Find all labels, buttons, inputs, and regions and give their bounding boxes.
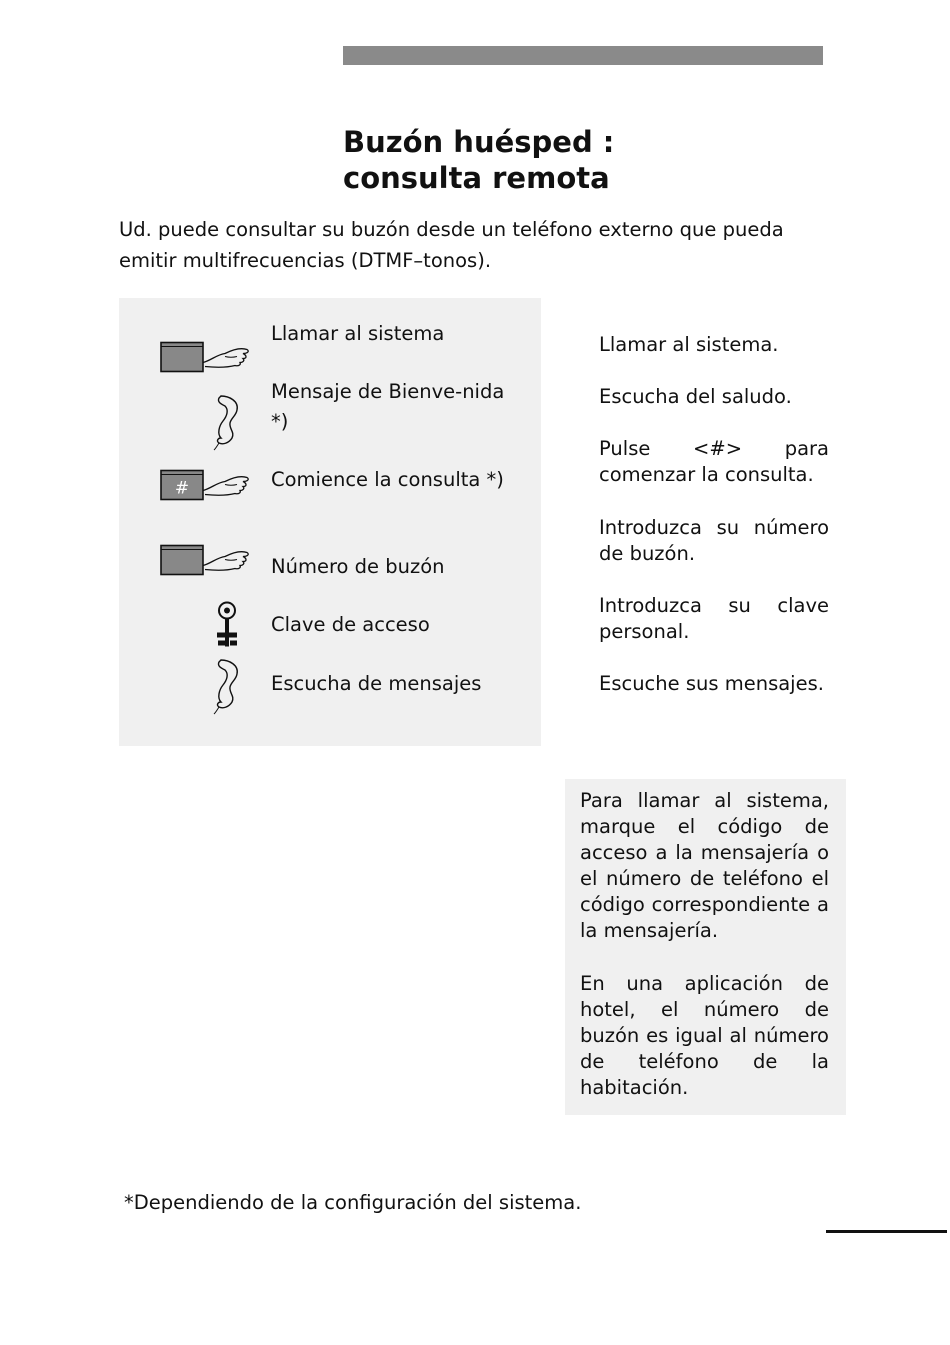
title-line-1: Buzón huésped : <box>343 125 615 159</box>
step-description: Introduzca su clave personal. <box>599 594 829 643</box>
handset-icon <box>159 656 254 711</box>
key-icon <box>159 598 254 653</box>
step-label: Llamar al sistema <box>271 322 445 345</box>
hash-key-glyph: # <box>174 478 190 499</box>
title-line-2: consulta remota <box>343 161 610 195</box>
step-description: Escuche sus mensajes. <box>599 672 824 695</box>
step-label: Escucha de mensajes <box>271 672 482 695</box>
step-label: Clave de acceso <box>271 613 430 636</box>
intro-paragraph: Ud. puede consultar su buzón desde un teléfono externo que pueda emitir multifrecuencias (DTMF–tonos). <box>119 218 784 272</box>
steps-panel <box>119 298 541 746</box>
step-label: Mensaje de Bienve-nida *) <box>271 380 505 433</box>
step-label: Comience la consulta *) <box>271 468 504 491</box>
bottom-rule <box>826 1230 947 1233</box>
footnote: *Dependiendo de la configuración del sistema. <box>124 1191 582 1214</box>
step-description: Pulse <#> para comenzar la consulta. <box>599 437 829 486</box>
note-paragraph: En una aplicación de hotel, el número de buzón es igual al número de teléfono de la habitación. <box>580 972 829 1099</box>
step-description: Llamar al sistema. <box>599 333 779 356</box>
step-description: Introduzca su número de buzón. <box>599 516 829 565</box>
note-box <box>565 779 846 1115</box>
handset-icon <box>159 392 254 447</box>
keypad-press-icon <box>159 531 254 586</box>
header-bar <box>343 46 823 65</box>
keypad-press-icon <box>159 328 254 383</box>
step-label: Número de buzón <box>271 555 445 578</box>
hash-key-press-icon <box>159 456 254 511</box>
note-paragraph: Para llamar al sistema, marque el código de acceso a la mensajería o el número de teléfono el código correspondiente a la mensajería. <box>580 789 829 942</box>
page-title <box>343 124 614 196</box>
step-description: Escucha del saludo. <box>599 385 792 408</box>
